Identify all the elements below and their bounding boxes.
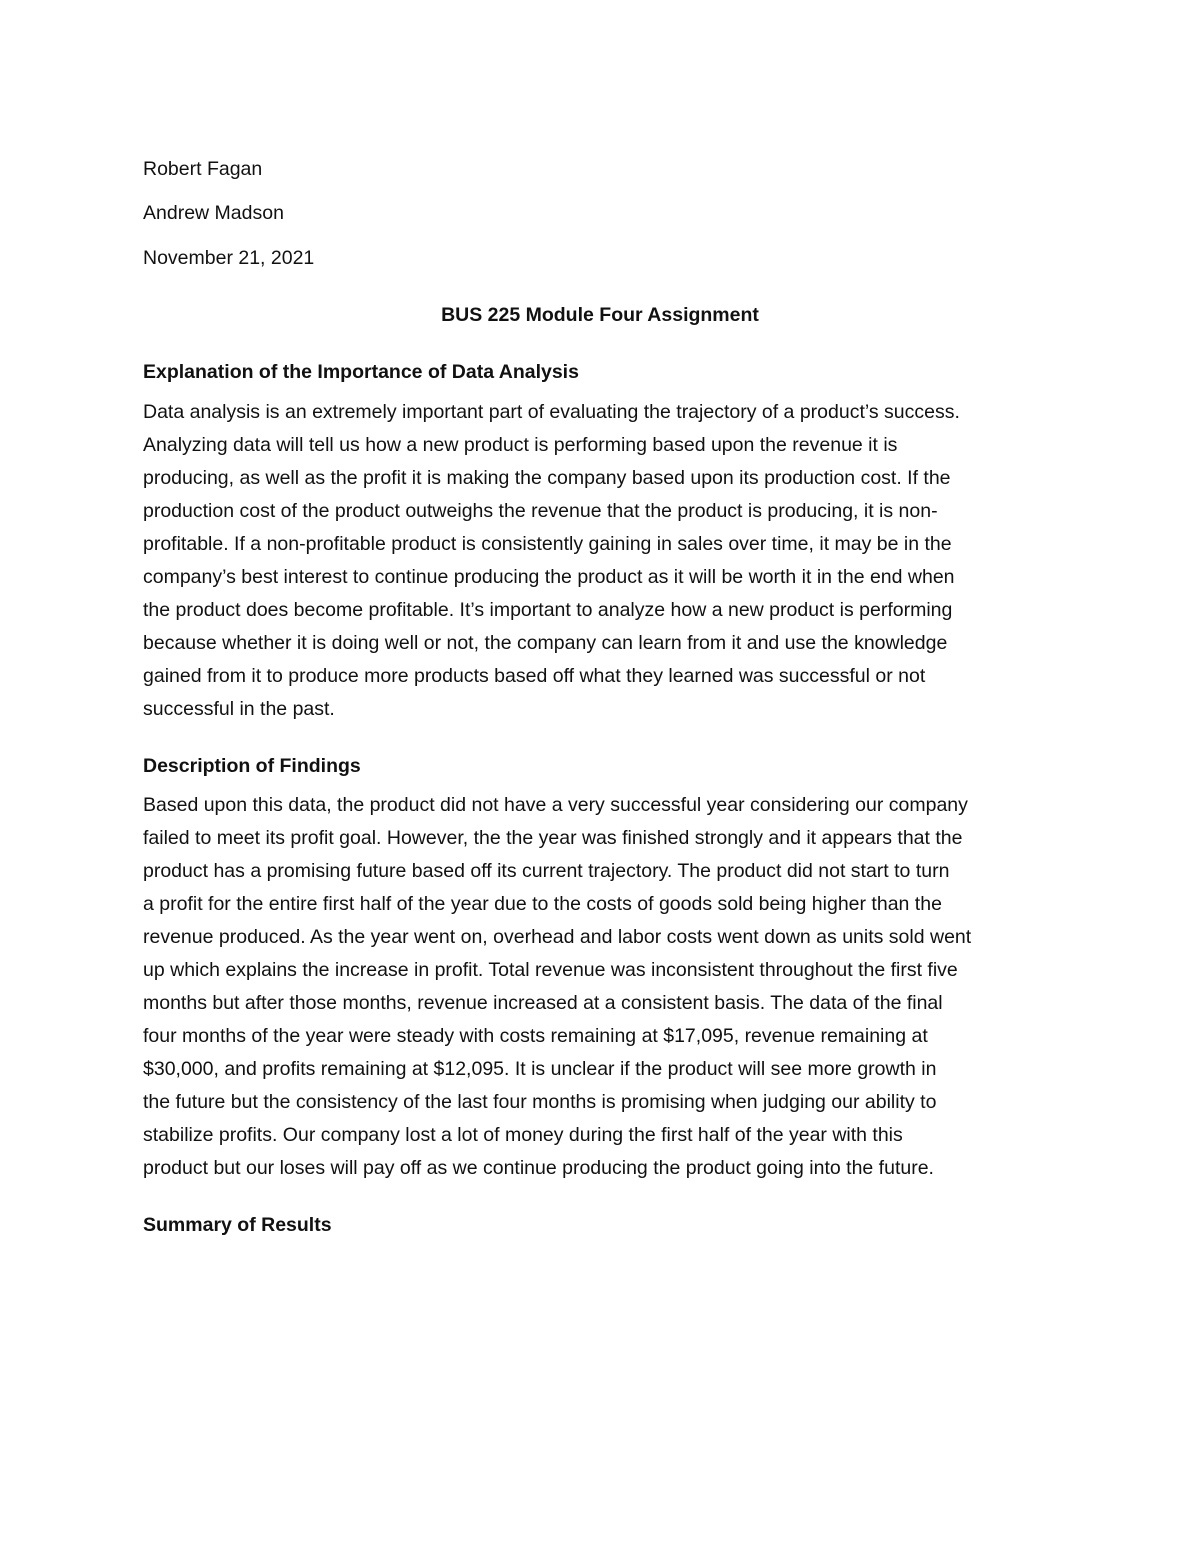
section-heading-importance: Explanation of the Importance of Data Analysis bbox=[143, 361, 579, 383]
paragraph-line: successful in the past. bbox=[143, 698, 335, 720]
paragraph-line: Analyzing data will tell us how a new product is performing based upon the revenue it is bbox=[143, 434, 898, 456]
paragraph-line: product has a promising future based off its current trajectory. The product did not start to turn bbox=[143, 860, 950, 882]
paragraph-line: Data analysis is an extremely important part of evaluating the trajectory of a product’s success. bbox=[143, 401, 960, 423]
paragraph-line: producing, as well as the profit it is making the company based upon its production cost. If the bbox=[143, 467, 951, 489]
paragraph-line: months but after those months, revenue increased at a consistent basis. The data of the final bbox=[143, 992, 943, 1014]
paragraph-line: $30,000, and profits remaining at $12,095. It is unclear if the product will see more growth in bbox=[143, 1058, 937, 1080]
paragraph-line: four months of the year were steady with costs remaining at $17,095, revenue remaining at bbox=[143, 1025, 928, 1047]
paragraph-line: a profit for the entire first half of the year due to the costs of goods sold being higher than the bbox=[143, 893, 942, 915]
paragraph-line: product but our loses will pay off as we continue producing the product going into the future. bbox=[143, 1157, 934, 1179]
instructor-name: Andrew Madson bbox=[143, 202, 284, 224]
paragraph-line: profitable. If a non-profitable product is consistently gaining in sales over time, it may be in the bbox=[143, 533, 952, 555]
section-heading-summary: Summary of Results bbox=[143, 1214, 332, 1236]
paragraph-line: because whether it is doing well or not, the company can learn from it and use the knowledge bbox=[143, 632, 948, 654]
document-title: BUS 225 Module Four Assignment bbox=[441, 304, 759, 326]
paragraph-line: company’s best interest to continue producing the product as it will be worth it in the end when bbox=[143, 566, 955, 588]
paragraph-line: Based upon this data, the product did not have a very successful year considering our company bbox=[143, 794, 968, 816]
author-name: Robert Fagan bbox=[143, 158, 263, 180]
paragraph-line: up which explains the increase in profit. Total revenue was inconsistent throughout the first five bbox=[143, 959, 958, 981]
paragraph-findings bbox=[143, 793, 1073, 1189]
paragraph-line: production cost of the product outweighs the revenue that the product is producing, it is non- bbox=[143, 500, 938, 522]
paragraph-line: failed to meet its profit goal. However, the the year was finished strongly and it appears that the bbox=[143, 827, 963, 849]
submission-date: November 21, 2021 bbox=[143, 247, 315, 269]
paragraph-importance bbox=[143, 400, 1073, 730]
paragraph-line: revenue produced. As the year went on, overhead and labor costs went down as units sold went bbox=[143, 926, 972, 948]
paragraph-line: stabilize profits. Our company lost a lot of money during the first half of the year with this bbox=[143, 1124, 903, 1146]
paragraph-line: gained from it to produce more products based off what they learned was successful or not bbox=[143, 665, 926, 687]
paragraph-line: the product does become profitable. It’s important to analyze how a new product is performing bbox=[143, 599, 953, 621]
paragraph-line: the future but the consistency of the last four months is promising when judging our ability to bbox=[143, 1091, 937, 1113]
section-heading-findings: Description of Findings bbox=[143, 755, 361, 777]
